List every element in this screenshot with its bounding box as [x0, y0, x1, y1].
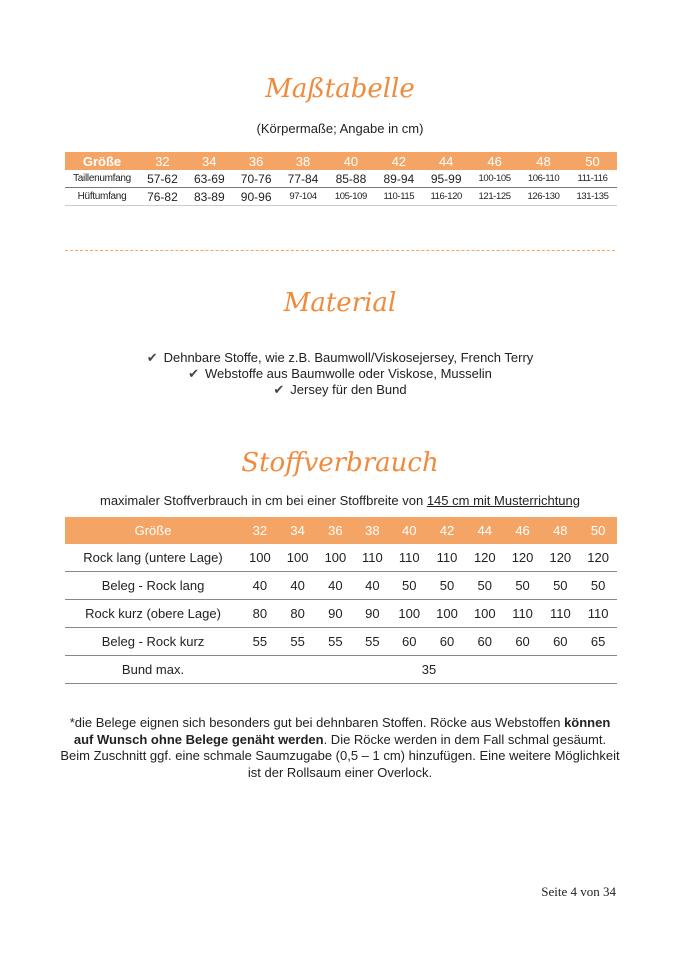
section-divider [65, 250, 615, 251]
row-label: Hüftumfang [65, 188, 139, 206]
size-header-cell: 42 [375, 152, 422, 170]
table-cell: 50 [466, 572, 504, 600]
fabric-intro [0, 493, 680, 508]
check-icon: ✔ [188, 366, 200, 381]
table-cell: 89-94 [375, 170, 422, 188]
table-cell: 100-105 [470, 170, 519, 188]
row-label: Beleg - Rock lang [65, 572, 241, 600]
table-cell: 40 [354, 572, 390, 600]
table-cell: 55 [317, 628, 355, 656]
fabric-header-cell: 36 [317, 517, 355, 544]
table-cell: 65 [579, 628, 617, 656]
fabric-header-cell: 46 [504, 517, 542, 544]
material-item-text: Webstoffe aus Baumwolle oder Viskose, Musselin [205, 366, 492, 381]
table-cell: 50 [428, 572, 466, 600]
table-cell: 63-69 [186, 170, 233, 188]
table-cell: 76-82 [139, 188, 186, 206]
table-cell: 100 [279, 544, 317, 572]
size-header-cell: 38 [280, 152, 327, 170]
check-icon: ✔ [146, 350, 158, 365]
material-item [0, 382, 680, 398]
table-cell: 106-110 [519, 170, 568, 188]
table-cell: 55 [279, 628, 317, 656]
table-cell: 50 [541, 572, 579, 600]
table-cell: 110-115 [375, 188, 422, 206]
size-table-header [65, 152, 617, 170]
table-cell: 50 [504, 572, 542, 600]
size-header-cell: 40 [326, 152, 375, 170]
footnote-text-cont: . Die Röcke werden in dem Fall schmal gesäumt. Beim Zuschnitt ggf. eine schmale Saumzugabe (0,5 – 1 cm) hinzufügen. Eine weitere Möglichkeit ist der Rollsaum einer Overlock. [60, 731, 620, 780]
table-cell: 120 [504, 544, 542, 572]
page-number: Seite 4 von 34 [541, 884, 616, 899]
table-cell: 100 [317, 544, 355, 572]
table-cell: 60 [541, 628, 579, 656]
table-cell: 85-88 [326, 170, 375, 188]
table-cell: 100 [428, 600, 466, 628]
fabric-table-header [65, 517, 617, 544]
table-cell: 60 [390, 628, 428, 656]
table-cell: 110 [579, 600, 617, 628]
material-item-text: Dehnbare Stoffe, wie z.B. Baumwoll/Viskosejersey, French Terry [163, 350, 534, 365]
fabric-header-cell: 50 [579, 517, 617, 544]
fabric-header-cell: 42 [428, 517, 466, 544]
table-row [65, 544, 617, 572]
table-cell: 120 [466, 544, 504, 572]
table-cell: 110 [541, 600, 579, 628]
table-row [65, 572, 617, 600]
row-label: Rock kurz (obere Lage) [65, 600, 241, 628]
material-title: Material [283, 288, 397, 318]
bund-value: 35 [241, 656, 617, 684]
table-cell: 95-99 [422, 170, 470, 188]
fabric-header-cell: 34 [279, 517, 317, 544]
table-cell: 55 [354, 628, 390, 656]
fabric-header-cell: 40 [390, 517, 428, 544]
row-label: Bund max. [65, 656, 241, 684]
row-label: Beleg - Rock kurz [65, 628, 241, 656]
table-cell: 50 [579, 572, 617, 600]
size-header-cell: 44 [422, 152, 470, 170]
size-header-cell: 50 [568, 152, 617, 170]
footnote-bold: können auf Wunsch ohne Belege genäht werden [73, 715, 611, 747]
table-cell: 57-62 [139, 170, 186, 188]
footnote [60, 715, 620, 781]
table-cell: 111-116 [568, 170, 617, 188]
table-cell: 80 [241, 600, 279, 628]
fabric-table [65, 517, 617, 684]
table-cell: 80 [279, 600, 317, 628]
size-table [65, 152, 617, 206]
size-header-cell: 32 [139, 152, 186, 170]
table-cell: 110 [428, 544, 466, 572]
table-cell: 90 [354, 600, 390, 628]
table-cell: 110 [390, 544, 428, 572]
table-cell: 110 [354, 544, 390, 572]
table-cell: 97-104 [280, 188, 327, 206]
table-cell: 70-76 [233, 170, 280, 188]
size-header-cell: 34 [186, 152, 233, 170]
table-cell: 60 [428, 628, 466, 656]
table-cell: 100 [241, 544, 279, 572]
table-cell: 50 [390, 572, 428, 600]
table-row [65, 188, 617, 206]
fabric-header-cell: 44 [466, 517, 504, 544]
table-cell: 121-125 [470, 188, 519, 206]
table-cell: 55 [241, 628, 279, 656]
material-item [0, 350, 680, 366]
table-row [65, 628, 617, 656]
table-cell: 60 [504, 628, 542, 656]
table-cell: 60 [466, 628, 504, 656]
table-cell: 126-130 [519, 188, 568, 206]
check-icon: ✔ [273, 382, 285, 397]
fabric-width-note: 145 cm mit Musterrichtung [426, 493, 580, 508]
sizes-title: Maßtabelle [265, 74, 415, 104]
table-cell: 110 [504, 600, 542, 628]
table-row [65, 656, 617, 684]
table-cell: 83-89 [186, 188, 233, 206]
table-cell: 40 [317, 572, 355, 600]
row-label: Rock lang (untere Lage) [65, 544, 241, 572]
footnote-text: *die Belege eignen sich besonders gut bei dehnbaren Stoffen. Röcke aus Webstoffen [69, 715, 565, 730]
table-cell: 105-109 [326, 188, 375, 206]
material-item [0, 366, 680, 382]
table-cell: 120 [579, 544, 617, 572]
size-header-cell: 46 [470, 152, 519, 170]
sizes-subtitle: (Körpermaße; Angabe in cm) [256, 121, 424, 136]
size-header-cell: 48 [519, 152, 568, 170]
table-cell: 90-96 [233, 188, 280, 206]
fabric-header-cell: 32 [241, 517, 279, 544]
table-cell: 120 [541, 544, 579, 572]
size-header-cell: 36 [233, 152, 280, 170]
table-row [65, 600, 617, 628]
fabric-intro-text: maximaler Stoffverbrauch in cm bei einer Stoffbreite von [99, 493, 427, 508]
material-item-text: Jersey für den Bund [290, 382, 407, 397]
table-cell: 116-120 [422, 188, 470, 206]
fabric-header-cell: 48 [541, 517, 579, 544]
table-cell: 131-135 [568, 188, 617, 206]
table-row [65, 170, 617, 188]
table-cell: 90 [317, 600, 355, 628]
row-label: Taillenumfang [65, 170, 139, 188]
fabric-title: Stoffverbrauch [241, 448, 439, 478]
size-header-label: Größe [65, 152, 139, 170]
table-cell: 40 [279, 572, 317, 600]
table-cell: 40 [241, 572, 279, 600]
table-cell: 77-84 [280, 170, 327, 188]
fabric-header-cell: 38 [354, 517, 390, 544]
fabric-header-label: Größe [65, 517, 241, 544]
table-cell: 100 [390, 600, 428, 628]
table-cell: 100 [466, 600, 504, 628]
